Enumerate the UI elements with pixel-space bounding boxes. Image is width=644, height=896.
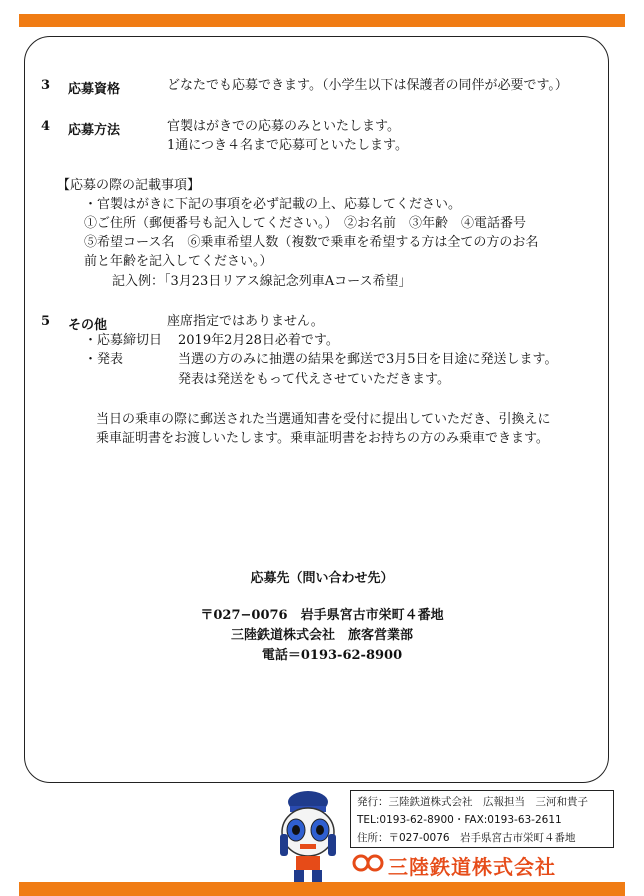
deadline-label: ・応募締切日 [84, 333, 163, 348]
section-4-line1: 官製はがきでの応募のみといたします。 [167, 119, 400, 134]
publisher-info-box [350, 790, 614, 848]
boarding-para-line2: 乗車証明書をお渡しいたします。乗車証明書をお持ちの方のみ乗車できます。 [96, 431, 549, 446]
section-4-line2: 1通につき４名まで応募可といたします。 [167, 138, 408, 153]
announce-line2: 発表は発送をもって代えさせていただきます。 [178, 372, 450, 387]
notes-line1: ・官製はがきに下記の事項を必ず記載の上、応募してください。 [84, 197, 462, 212]
notes-line2: ①ご住所（郵便番号も記入してください。） ②お名前 ③年齢 ④電話番号 [84, 216, 527, 231]
section-4-number: 4 [41, 119, 51, 134]
section-5-label: その他 [68, 318, 108, 333]
publisher-line: 発行：三陸鉄道株式会社 広報担当 三河和貴子 [357, 796, 588, 808]
notes-line4: 前と年齢を記入してください。） [84, 254, 273, 269]
notes-example: 記入例：「3月23日リアス線記念列車Aコース希望」 [112, 274, 412, 289]
train-mascot-icon [270, 784, 346, 884]
bottom-accent-bar [19, 882, 625, 896]
section-3-number: 3 [41, 78, 51, 93]
sanriku-logo-icon [352, 852, 384, 874]
deadline-text: 2019年2月28日必着です。 [178, 333, 339, 348]
company-brand: 三陸鉄道株式会社 [388, 855, 556, 879]
contact-heading: 応募先（問い合わせ先） [250, 571, 394, 586]
notes-line3: ⑤希望コース名 ⑥乗車希望人数（複数で乗車を希望する方は全ての方のお名 [84, 235, 539, 250]
section-4-label: 応募方法 [68, 123, 121, 138]
boarding-para-line1: 当日の乗車の際に郵送された当選通知書を受付に提出していただき、引換えに [96, 412, 551, 427]
contact-phone: 電話＝0193-62-8900 [261, 648, 403, 663]
section-3-text: どなたでも応募できます。（小学生以下は保護者の同伴が必要です。） [167, 78, 568, 93]
section-5-number: 5 [41, 314, 51, 329]
contact-address: 〒027−0076 岩手県宮古市栄町４番地 [200, 608, 444, 623]
announce-line1: 当選の方のみに抽選の結果を郵送で3月5日を目途に発送します。 [178, 352, 558, 367]
section-5-text: 座席指定ではありません。 [167, 314, 324, 329]
contact-company: 三陸鉄道株式会社 旅客営業部 [230, 628, 413, 643]
notes-heading: 【応募の際の記載事項】 [57, 178, 201, 193]
footer-address-line: 住所：〒027-0076 岩手県宮古市栄町４番地 [357, 832, 576, 844]
section-3-label: 応募資格 [68, 82, 121, 97]
announce-label: ・発表 [84, 352, 124, 367]
top-accent-bar [19, 14, 625, 27]
tel-fax-line: TEL:0193-62-8900・FAX:0193-63-2611 [357, 814, 562, 826]
